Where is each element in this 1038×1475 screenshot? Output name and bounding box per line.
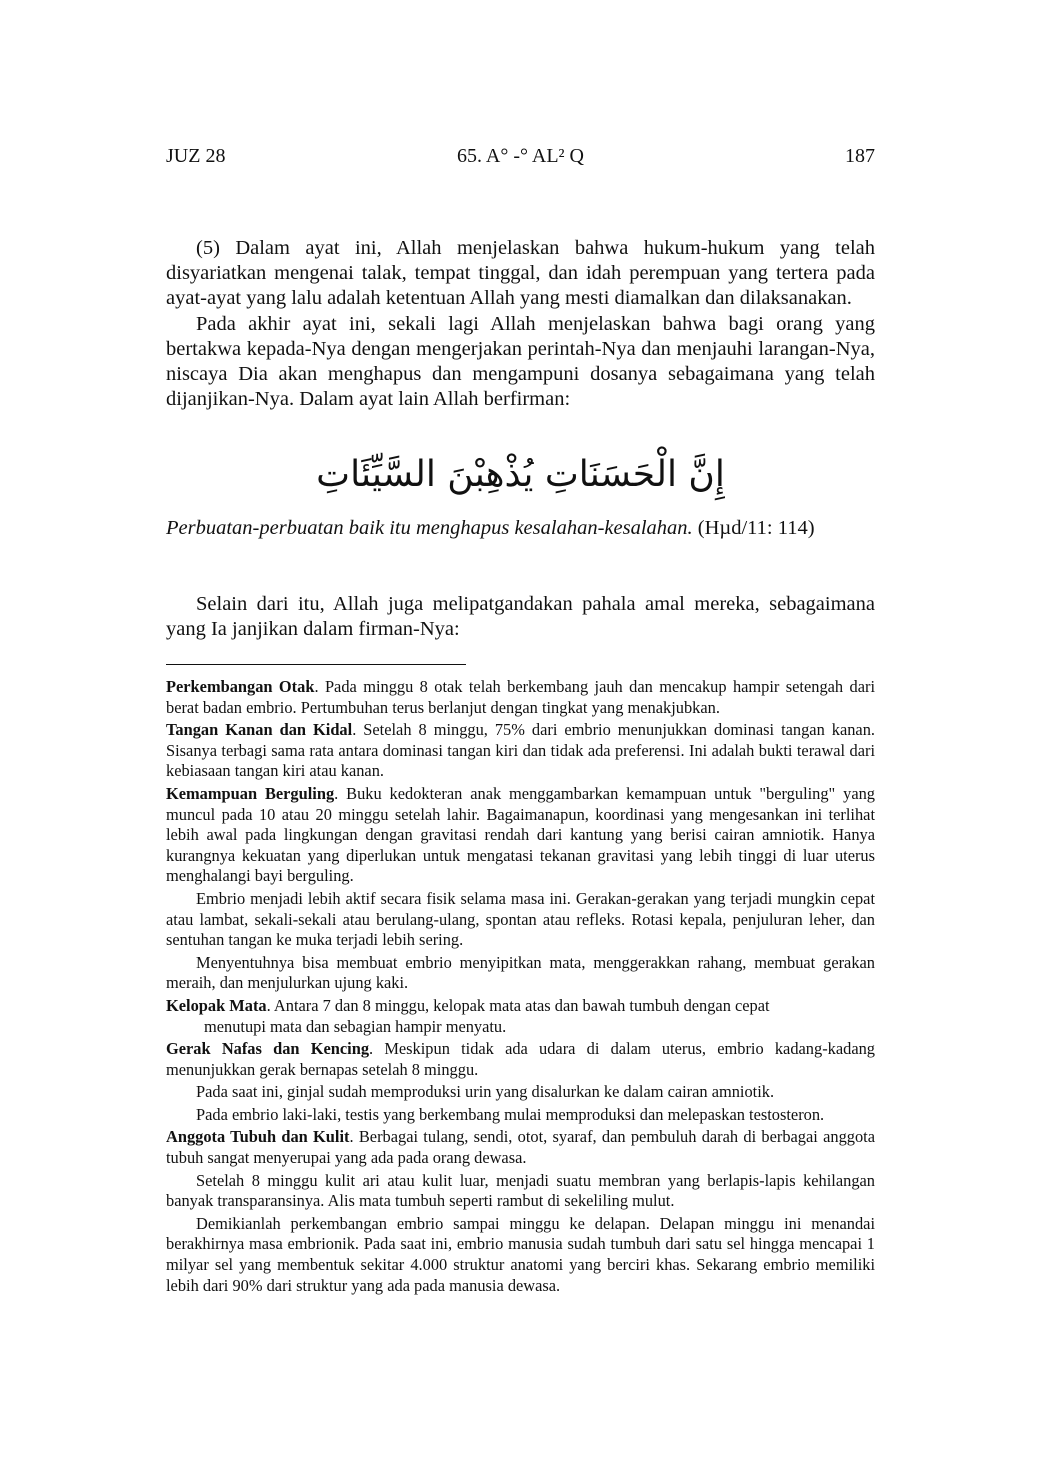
juz-label: JUZ 28 (166, 145, 226, 167)
note-title: Tangan Kanan dan Kidal (166, 720, 353, 740)
note-rolling: Kemampuan Berguling. Buku kedokteran anak menggambarkan kemampuan untuk "berguling" yang muncul pada 10 atau 20 minggu setelah lahir. Bagaimanapun, koordinasi yang mengesankan ini terlihat lebih awal pada lingkungan dengan gravitasi rendah dari kantung yang berisi cairan amniotik. Hanya kurangnya kekuatan yang diperlukan untuk mengatasi tekanan gravitasi yang lebih tinggi di luar uterus menghalangi bayi berguling. (166, 783, 875, 886)
note-activity: Embrio menjadi lebih aktif secara fisik selama masa ini. Gerakan-gerakan yang terjadi mungkin cepat atau lambat, sekali-sekali atau berulang-ulang, spontan atau refleks. Rotasi kepala, penjuluran leher, dan sentuhan tangan ke muka terjadi lebih sering. (166, 888, 875, 950)
note-touch: Menyentuhnya bisa membuat embrio menyipitkan mata, menggerakkan rahang, membuat gerakan meraih, dan menjulurkan ujung kaki. (166, 952, 875, 993)
note-brain: Perkembangan Otak. Pada minggu 8 otak telah berkembang jauh dan mencakup hampir setengah dari berat badan embrio. Pertumbuhan terus berlanjut dengan tingkat yang menakjubkan. (166, 677, 875, 717)
paragraph-5: (5) Dalam ayat ini, Allah menjelaskan bahwa hukum-hukum yang telah disyariatkan mengenai talak, tempat tinggal, dan idah perempuan yang tertera pada ayat-ayat yang lalu adalah ketentuan Allah yang mesti diamalkan dan dilaksanakan. (166, 237, 875, 310)
note-title: Anggota Tubuh dan Kulit (166, 1127, 350, 1147)
paragraph-promise: Selain dari itu, Allah juga melipatgandakan pahala amal mereka, sebagaimana yang Ia janjikan dalam firman-Nya: (166, 593, 875, 641)
note-handedness: Tangan Kanan dan Kidal. Setelah 8 minggu, 75% dari embrio menunjukkan dominasi tangan kanan. Sisanya terbagi sama rata antara dominasi tangan kiri dan tidak ada preferensi. Ini adalah bukti terawal dari kebiasaan tangan kiri atau kanan. (166, 720, 875, 781)
note-summary: Demikianlah perkembangan embrio sampai minggu ke delapan. Delapan minggu ini menandai berakhirnya masa embrionik. Pada saat ini, embrio manusia sudah tumbuh dari satu sel hingga mencapai 1 milyar sel yang membentuk sekitar 4.000 struktur anatomi yang berciri khas. Sekarang embrio memiliki lebih dari 90% dari struktur yang ada pada manusia dewasa. (166, 1213, 875, 1295)
note-limbs: Anggota Tubuh dan Kulit. Berbagai tulang, sendi, otot, syaraf, dan pembuluh darah di berbagai anggota tubuh sangat menyerupai yang ada pada orang dewasa. (166, 1127, 875, 1168)
arabic-verse: إِنَّ الْحَسَنَاتِ يُذْهِبْنَ السَّيِّئَاتِ (316, 454, 725, 495)
footnote-divider (166, 664, 466, 665)
note-eyelids: Kelopak Mata. Antara 7 dan 8 minggu, kelopak mata atas dan bawah tumbuh dengan cepat menutupi mata dan sebagian hampir menyatu. (166, 995, 770, 1036)
verse-translation (166, 516, 875, 541)
paragraph-closing: Pada akhir ayat ini, sekali lagi Allah menjelaskan bahwa bagi orang yang bertakwa kepada-Nya dengan mengerjakan perintah-Nya dan menjauhi larangan-Nya, niscaya Dia akan menghapus dan mengampuni dosanya sebagaimana yang telah dijanjikan-Nya. Dalam ayat lain Allah berfirman: (166, 312, 875, 411)
note-title: Gerak Nafas dan Kencing (166, 1039, 370, 1059)
note-title: Perkembangan Otak (166, 677, 315, 696)
commentary-top (166, 236, 875, 412)
page-number: 187 (845, 145, 875, 167)
note-title: Kelopak Mata (166, 995, 267, 1015)
footnotes (166, 677, 875, 1298)
note-title: Kemampuan Berguling (166, 783, 335, 803)
verse-reference: (Hµd/11: 114) (692, 517, 815, 539)
commentary-bottom (166, 592, 875, 642)
translation-text: Perbuatan-perbuatan baik itu menghapus kesalahan-kesalahan. (166, 517, 693, 539)
running-header (166, 145, 875, 173)
surah-title: 65. A° -° AL² Q (457, 145, 584, 167)
note-skin: Setelah 8 minggu kulit ari atau kulit luar, menjadi suatu membran yang berlapis-lapis kehilangan banyak transparansinya. Alis mata tumbuh seperti rambut di sekeliling mulut. (166, 1170, 875, 1211)
note-breathing: Gerak Nafas dan Kencing. Meskipun tidak ada udara di dalam uterus, embrio kadang-kadang menunjukkan gerak bernapas setelah 8 minggu. (166, 1039, 875, 1079)
note-kidneys: Pada saat ini, ginjal sudah memproduksi urin yang disalurkan ke dalam cairan amniotik. (196, 1082, 775, 1102)
note-testes: Pada embrio laki-laki, testis yang berkembang mulai memproduksi dan melepaskan testosteron. (196, 1104, 825, 1124)
